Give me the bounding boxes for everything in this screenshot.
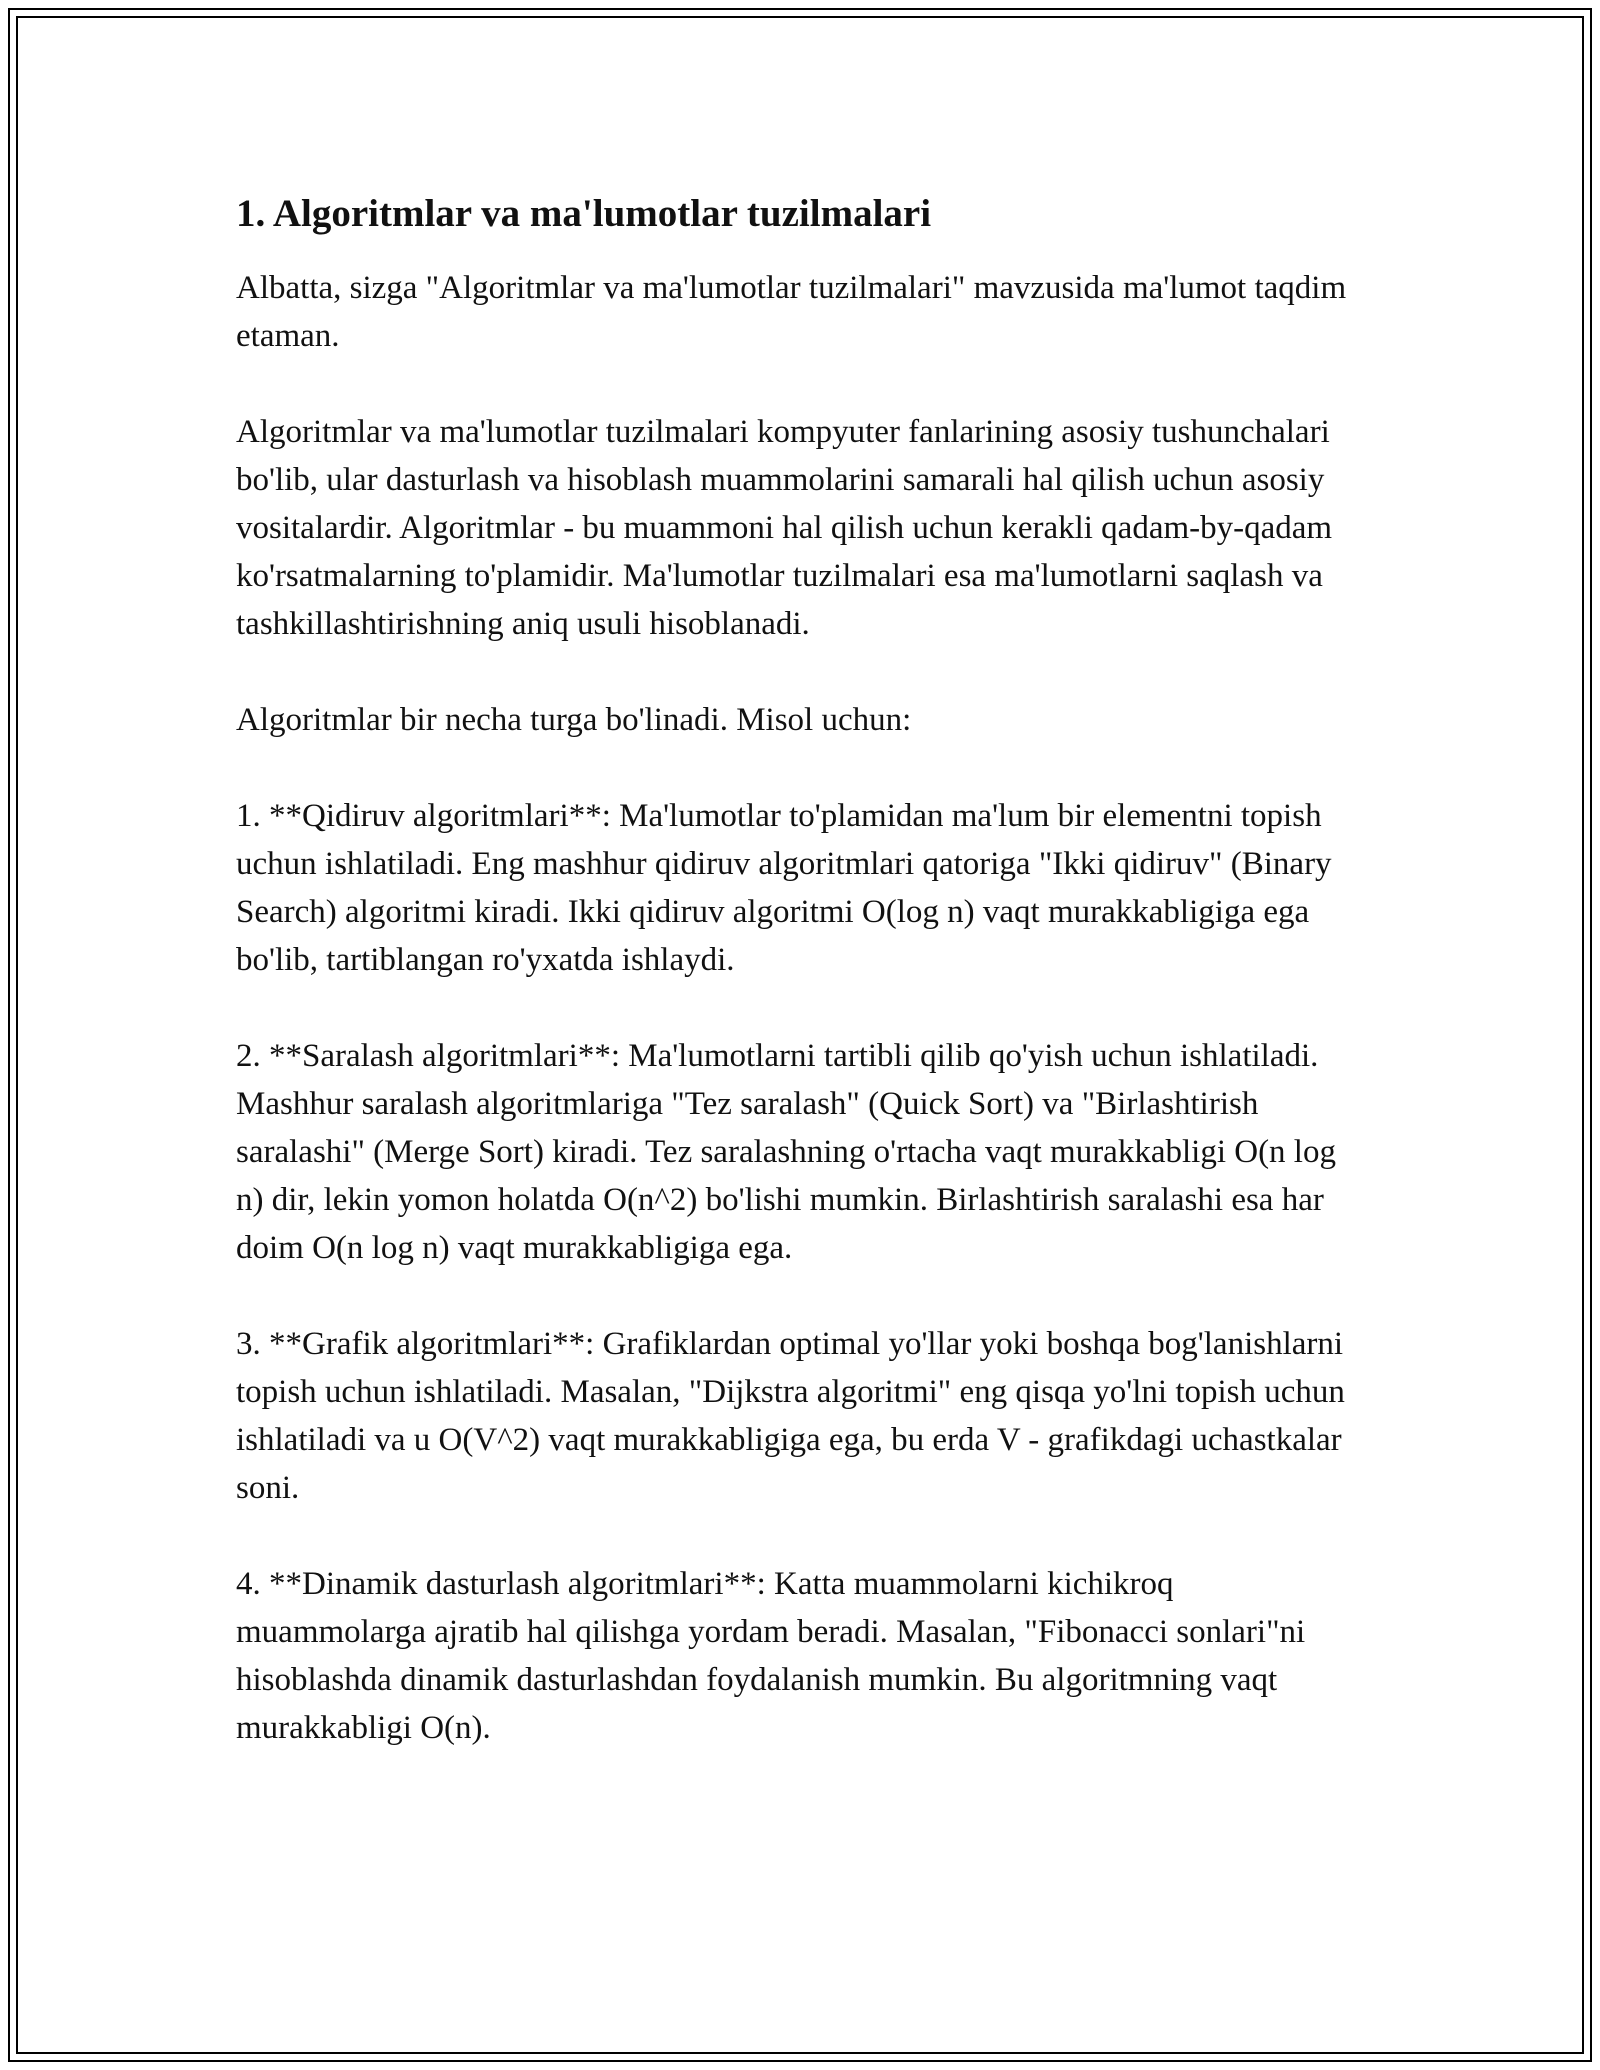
intro-paragraph: Albatta, sizga "Algoritmlar va ma'lumotlar tuzilmalari" mavzusida ma'lumot taqdim etaman.: [236, 270, 1347, 354]
sorting-algorithms-paragraph: 2. **Saralash algoritmlari**: Ma'lumotlarni tartibli qilib qo'yish uchun ishlatiladi. Mashhur saralash algoritmlariga "Tez saralash" (Quick Sort) va "Birlashtirish saralashi" (Merge Sort) kiradi. Tez saralashning o'rtacha vaqt murakkabligi O(n log n) dir, lekin yomon holatda O(n^2) bo'lishi mumkin. Birlashtirish saralashi esa har doim O(n log n) vaqt murakkabligiga ega.: [236, 1038, 1336, 1266]
document-title: 1. Algoritmlar va ma'lumotlar tuzilmalari: [236, 192, 932, 235]
types-intro-paragraph: Algoritmlar bir necha turga bo'linadi. Misol uchun:: [236, 702, 912, 738]
graph-algorithms-paragraph: 3. **Grafik algoritmlari**: Grafiklardan optimal yo'llar yoki boshqa bog'lanishlarni topish uchun ishlatiladi. Masalan, "Dijkstra algoritmi" eng qisqa yo'lni topish uchun ishlatiladi va u O(V^2) vaqt murakkabligiga ega, bu erda V - grafikdagi uchastkalar soni.: [236, 1326, 1345, 1506]
dynamic-programming-paragraph: 4. **Dinamik dasturlash algoritmlari**: Katta muammolarni kichikroq muammolarga ajratib hal qilishga yordam beradi. Masalan, "Fibonacci sonlari"ni hisoblashda dinamik dasturlashdan foydalanish mumkin. Bu algoritmning vaqt murakkabligi O(n).: [236, 1566, 1306, 1746]
definition-paragraph: Algoritmlar va ma'lumotlar tuzilmalari kompyuter fanlarining asosiy tushunchalari bo'lib, ular dasturlash va hisoblash muammolarini samarali hal qilish uchun asosiy vositalardir. Algoritmlar - bu muammoni hal qilish uchun kerakli qadam-by-qadam ko'rsatmalarning to'plamidir. Ma'lumotlar tuzilmalari esa ma'lumotlarni saqlash va tashkillashtirishning aniq usuli hisoblanadi.: [236, 414, 1333, 642]
search-algorithms-paragraph: 1. **Qidiruv algoritmlari**: Ma'lumotlar to'plamidan ma'lum bir elementni topish uchun ishlatiladi. Eng mashhur qidiruv algoritmlari qatoriga "Ikki qidiruv" (Binary Search) algoritmi kiradi. Ikki qidiruv algoritmi O(log n) vaqt murakkabligiga ega bo'lib, tartiblangan ro'yxatda ishlaydi.: [236, 798, 1332, 978]
document-body: [236, 186, 1366, 1800]
